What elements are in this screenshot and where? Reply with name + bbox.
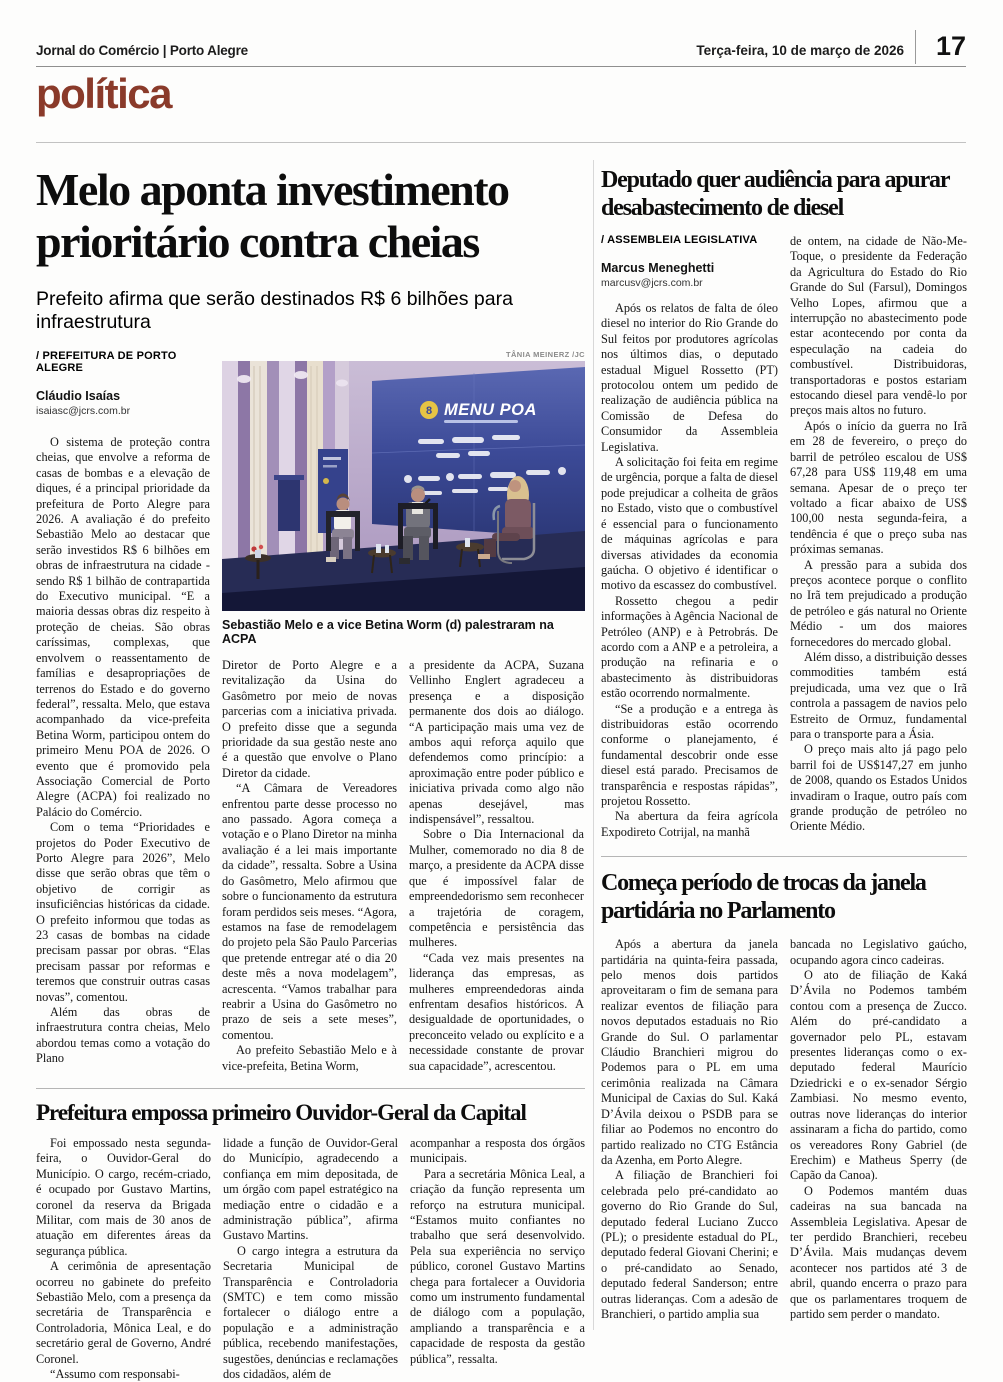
body-paragraph: “Cada vez mais presentes na liderança das empresas, as mulheres empreendedoras ainda enfrentam desafios históricos. A desigualdade de oportunidades, o preconceito velado ou explícito e a necessidade constante de provar sua capacidade”, acrescentou.: [409, 950, 584, 1073]
diesel-body-col2: [790, 234, 967, 840]
body-paragraph: Após os relatos de falta de óleo diesel no interior do Rio Grande do Sul feitos por produtores agrícolas nos últimos dias, o deputado estadual Miguel Rossetto (PT) protocolou ontem um pedido de realização de audiência pública na Comissão de Defesa do Consumidor da Assembleia Legislativa.: [601, 301, 778, 454]
body-paragraph: A filiação de Branchieri foi celebrada pelo pré-candidato ao governo do Rio Grande do Sul, deputado federal Luciano Zucco (PL); o presidente estadual do PL, deputado federal Giovani Cherini; e o pré-candidato ao Senado, deputado federal Sanderson; entre outras lideranças. Com a adesão de Branchieri, o partido amplia sua: [601, 1168, 778, 1321]
body-paragraph: a presidente da ACPA, Suzana Vellinho Englert agradeceu a presença e a disposição permanente dos dois ao diálogo. “A participação mais uma vez de ambos aqui reforça aquilo que defendemos como princípio: a aproximação entre poder público e iniciativa privada como algo não apenas desejável, mas indispensável”, ressaltou.: [409, 658, 584, 827]
main-body-col1: [36, 435, 210, 1067]
body-paragraph: bancada no Legislativo gaúcho, ocupando agora cinco cadeiras.: [790, 937, 967, 967]
body-paragraph: “Assumo com responsabi-: [50, 1367, 180, 1382]
diesel-body-col1: [601, 301, 778, 840]
body-paragraph: Além das obras de infraestrutura contra cheias, Melo abordou temas como a votação do Plano: [36, 1005, 210, 1066]
body-paragraph: de ontem, na cidade de Não-Me-Toque, o presidente da Federação da Agricultura do Estado do Rio Grande do Sul (Farsul), Domingos Velho Lopes, afirmou que a interrupção no abastecimento pode estar acontecendo por conta da especulação na cadeia do combustível. Distribuidoras, transportadoras e postos estariam estocando diesel para vendê-lo por preços mais altos no futuro.: [790, 234, 967, 418]
body-paragraph: Após a abertura da janela partidária na quinta-feira passada, pelo menos dois partidos aproveitaram o fim de semana para realizar eventos de filiação para novos deputados estaduais no Rio Grande do Sul. O parlamentar Cláudio Branchieri migrou do Podemos para o PL em uma cerimônia realizada na Câmara Municipal de Caxias do Sul. Kaká D’Ávila deixou o PSDB para se filiar ao Podemos no encontro do partido realizado no CTG Estância da Azenha, em Porto Alegre.: [601, 937, 778, 1167]
body-paragraph: “Se a produção e a entrega às distribuidoras estão ocorrendo conforme o planejamento, é fundamental descobrir onde esse diesel está parado. Precisamos de transparência e respostas rápidas”, projetou Rossetto.: [601, 701, 778, 808]
body-paragraph: “A Câmara de Vereadores enfrentou parte desse processo no ano passado. Agora começa a votação e o Plano Diretor na minha avaliação é a lei mais importante da cidade”, ressalta. Sobre a Usina do Gasômetro, Melo afirmou que sobre o funcionamento da estrutura foram perdidos seis meses. “Agora, estamos na fase de remodelagem do projeto pela São Paulo Parcerias que pretende entregar até o dia 20 deste mês a nova modelagem”, acrescenta. “Vamos trabalhar para reabrir a Usina do Gasômetro no prazo de seis a sete meses”, comentou.: [222, 781, 397, 1042]
main-deck: Prefeito afirma que serão destinados R$ 6 bilhões para infraestrutura: [36, 288, 513, 333]
menupoa-logo-mark: 8: [425, 405, 433, 417]
body-paragraph: Ao prefeito Sebastião Melo e à vice-prefeita, Betina Worm,: [222, 1043, 397, 1073]
main-author-email: isaiasc@jcrs.com.br: [36, 405, 131, 417]
body-paragraph: Além disso, a distribuição desses commodities também está prejudicada, uma vez que o Irã controla a passagem de navios pelo Estreito de Ormuz, fundamental para o transporte para a Ásia.: [790, 649, 967, 741]
body-paragraph: Para a secretária Mônica Leal, a criação da função representa um reforço na estrutura municipal. “Estamos muito confiantes no trabalho que será desenvolvido. Pela sua experiência no serviço público, coronel Gustavo Martins chega para fortalecer a Ouvidoria como um instrumento fundamental de diálogo com a população, ampliando a transparência e a capacidade de resposta da gestão pública”, ressalta.: [410, 1166, 585, 1366]
body-paragraph: Foi empossado nesta segunda-feira, o Ouvidor-Geral do Município. O cargo, recém-criado, é ocupado por Gustavo Martins, coronel da reserva da Brigada Militar, com mais de 30 anos de atuação em diferentes áreas da segurança pública.: [36, 1135, 211, 1258]
ouvidor-body-col2: [223, 1136, 398, 1382]
main-body-col2: [222, 658, 397, 1074]
body-paragraph: O preço mais alto já pago pelo barril foi de US$147,27 em junho de 2008, quando os Estados Unidos invadiram o Iraque, outro país com grande produção de petróleo no Oriente Médio.: [790, 742, 967, 834]
article-separator-rule: [601, 856, 967, 857]
page-number: 17: [935, 31, 966, 61]
photo-caption: Sebastião Melo e a vice Betina Worm (d) palestraram na ACPA: [222, 618, 554, 646]
section-title: política: [36, 70, 172, 117]
body-paragraph: acompanhar a resposta dos órgãos municipais.: [410, 1135, 585, 1166]
right-zone: [601, 150, 967, 1382]
body-paragraph: lidade a função de Ouvidor-Geral do Município, agradecendo a confiança em mim depositada, de um órgão com papel estratégico na mediação entre o cidadão e a administração pública”, afirma Gustavo Martins.: [223, 1135, 398, 1243]
photo-backdrop-text: MENU POA: [444, 401, 537, 419]
body-paragraph: O sistema de proteção contra cheias, que envolve a reforma de casas de bombas e a elevação de diques, é a principal prioridade da prefeitura de Porto Alegre para 2026. A avaliação é do prefeito Sebastião Melo ao destacar que serão investidos R$ 6 bilhões em obras de infraestrutura na cidade - sendo R$ 1 bilhão de contrapartida do Executivo municipal. “E a maioria dessas obras diz respeito à proteção de cheias. São obras caríssimas, complexas, que envolvem o reassentamento de famílias e desapropriações de terrenos do Estado e do governo federal”, ressalta. Melo, que estava acompanhado da vice-prefeita Betina Worm, participou ontem do primeiro Menu POA de 2026. O evento que é promovido pela Associação Comercial de Porto Alegre (ACPA) foi realizado no Palácio do Comércio.: [36, 435, 210, 819]
main-headline: Melo aponta investimento prioritário contra cheias: [36, 164, 509, 267]
body-paragraph: A cerimônia de apresentação ocorreu no gabinete do prefeito Sebastião Melo, com a presença da secretária de Transparência e Controladoria, Mônica Leal, e do secretário geral de Governo, André Coronel.: [36, 1259, 211, 1366]
photo-lectern: [278, 479, 300, 531]
janela-headline: Começa período de trocas da janela partidária no Parlamento: [601, 870, 926, 925]
left-zone: [36, 150, 585, 1382]
body-paragraph: Rossetto chegou a pedir informações à Agência Nacional de Petróleo (ANP) e à Petrobrás. De acordo com a ANP e a petroleira, a produção na refinaria e o abastecimento às distribuidoras estão ocorrendo normalmente.: [601, 593, 778, 701]
section-rule: [36, 142, 966, 143]
diesel-kicker: / ASSEMBLEIA LEGISLATIVA: [601, 234, 758, 246]
body-paragraph: Diretor de Porto Alegre e a revitalização da Usina do Gasômetro por meio de novas parcerias com a iniciativa privada. O prefeito disse que a segunda prioridade da sua gestão neste ano é a questão que envolve o Plano Diretor da cidade.: [222, 658, 397, 780]
masthead-date: Terça-feira, 10 de março de 2026: [696, 43, 904, 58]
diesel-headline: Deputado quer audiência para apurar desabastecimento de diesel: [601, 167, 949, 221]
body-paragraph: Na abertura da feira agrícola Expodireto Cotrijal, na manhã: [601, 809, 778, 839]
main-kicker: / PREFEITURA DE PORTO ALEGRE: [36, 350, 177, 374]
body-paragraph: O Podemos mantém duas cadeiras na sua bancada na Assembleia Legislativa. Apesar de ter perdido Branchieri, recebeu D’Ávila. Mais mudanças devem acontecer nos partidos até 3 de abril, quando encerra o prazo para que os parlamentares troquem de partido sem perder o mandato.: [790, 1183, 967, 1321]
diesel-author-email: marcusv@jcrs.com.br: [601, 277, 703, 289]
ouvidor-headline: Prefeitura empossa primeiro Ouvidor-Geral da Capital: [36, 1099, 526, 1125]
page-number-divider: [915, 30, 916, 64]
main-author: Cláudio Isaías: [36, 389, 121, 403]
article-separator-rule: [36, 1088, 585, 1089]
ouvidor-body-col1: [36, 1136, 211, 1382]
body-paragraph: Com o tema “Prioridades e projetos do Poder Executivo de Porto Alegre para 2026”, Melo disse que serão obras que têm o objetivo de corrigir as insuficiências históricas da cidade. O prefeito informou que todas as 23 casas de bombas na cidade precisam passar por obras. “Elas precisam passar por reformas e teremos que construir outras casas novas”, comentou.: [36, 820, 210, 1004]
header-rule: [36, 66, 966, 67]
body-paragraph: O ato de filiação de Kaká D’Ávila no Podemos também contou com a presença de Zucco. Além do pré-candidato a governador pelo PL, estavam presentes lideranças como o ex-deputado federal Maurício Dziedricki e o ex-senador Sérgio Zambiasi. No mesmo evento, outras nove lideranças do interior assinaram a ficha do partido, como os vereadores Rony Gabriel (de Erechim) e Matheus Sperry (de Capão da Canoa).: [790, 968, 967, 1183]
body-paragraph: O cargo integra a estrutura da Secretaria Municipal de Transparência e Controladoria (SMTC) e tem como missão fortalecer o diálogo entre a população e a administração pública, recebendo manifestações, sugestões, denúncias e reclamações dos cidadãos, além de: [223, 1243, 398, 1382]
main-body-col3: [409, 658, 584, 1074]
body-paragraph: A pressão para a subida dos preços acontece porque o conflito no Irã tem prejudicado a produção de petróleo e gás natural no Oriente Médio - um dos maiores fornecedores do mercado global.: [790, 557, 967, 649]
masthead: [36, 32, 966, 64]
body-paragraph: Após o início da guerra no Irã em 28 de fevereiro, o preço do barril de petróleo escalou de US$ 67,28 para US$ 119,48 em uma semana. Apesar de o preço ter voltado a ficar abaixo de US$ 100,00 nesta segunda-feira, a tendência é que o preço suba nas próximas semanas.: [790, 418, 967, 557]
article-photo: [222, 361, 585, 611]
diesel-author: Marcus Meneghetti: [601, 261, 715, 275]
janela-body-col1: [601, 937, 778, 1322]
body-paragraph: A solicitação foi feita em regime de urgência, porque a falta de diesel pode prejudicar a colheita de grãos no Estado, visto que o combustível é essencial para o funcionamento de máquinas agrícolas e para diversas atividades da economia gaúcha. O objetivo é identificar o motivo da escassez do combustível.: [601, 455, 778, 593]
janela-body-col2: [790, 937, 967, 1322]
masthead-title: Jornal do Comércio | Porto Alegre: [36, 43, 248, 58]
photo-credit: TÂNIA MEINERZ /JC: [505, 350, 585, 359]
body-paragraph: Sobre o Dia Internacional da Mulher, comemorado no dia 8 de março, a presidente da ACPA disse que é impossível falar de empreendedorismo sem reconhecer a trajetória de coragem, competência e persistência das mulheres.: [409, 827, 584, 950]
ouvidor-body-col3: [410, 1136, 585, 1382]
